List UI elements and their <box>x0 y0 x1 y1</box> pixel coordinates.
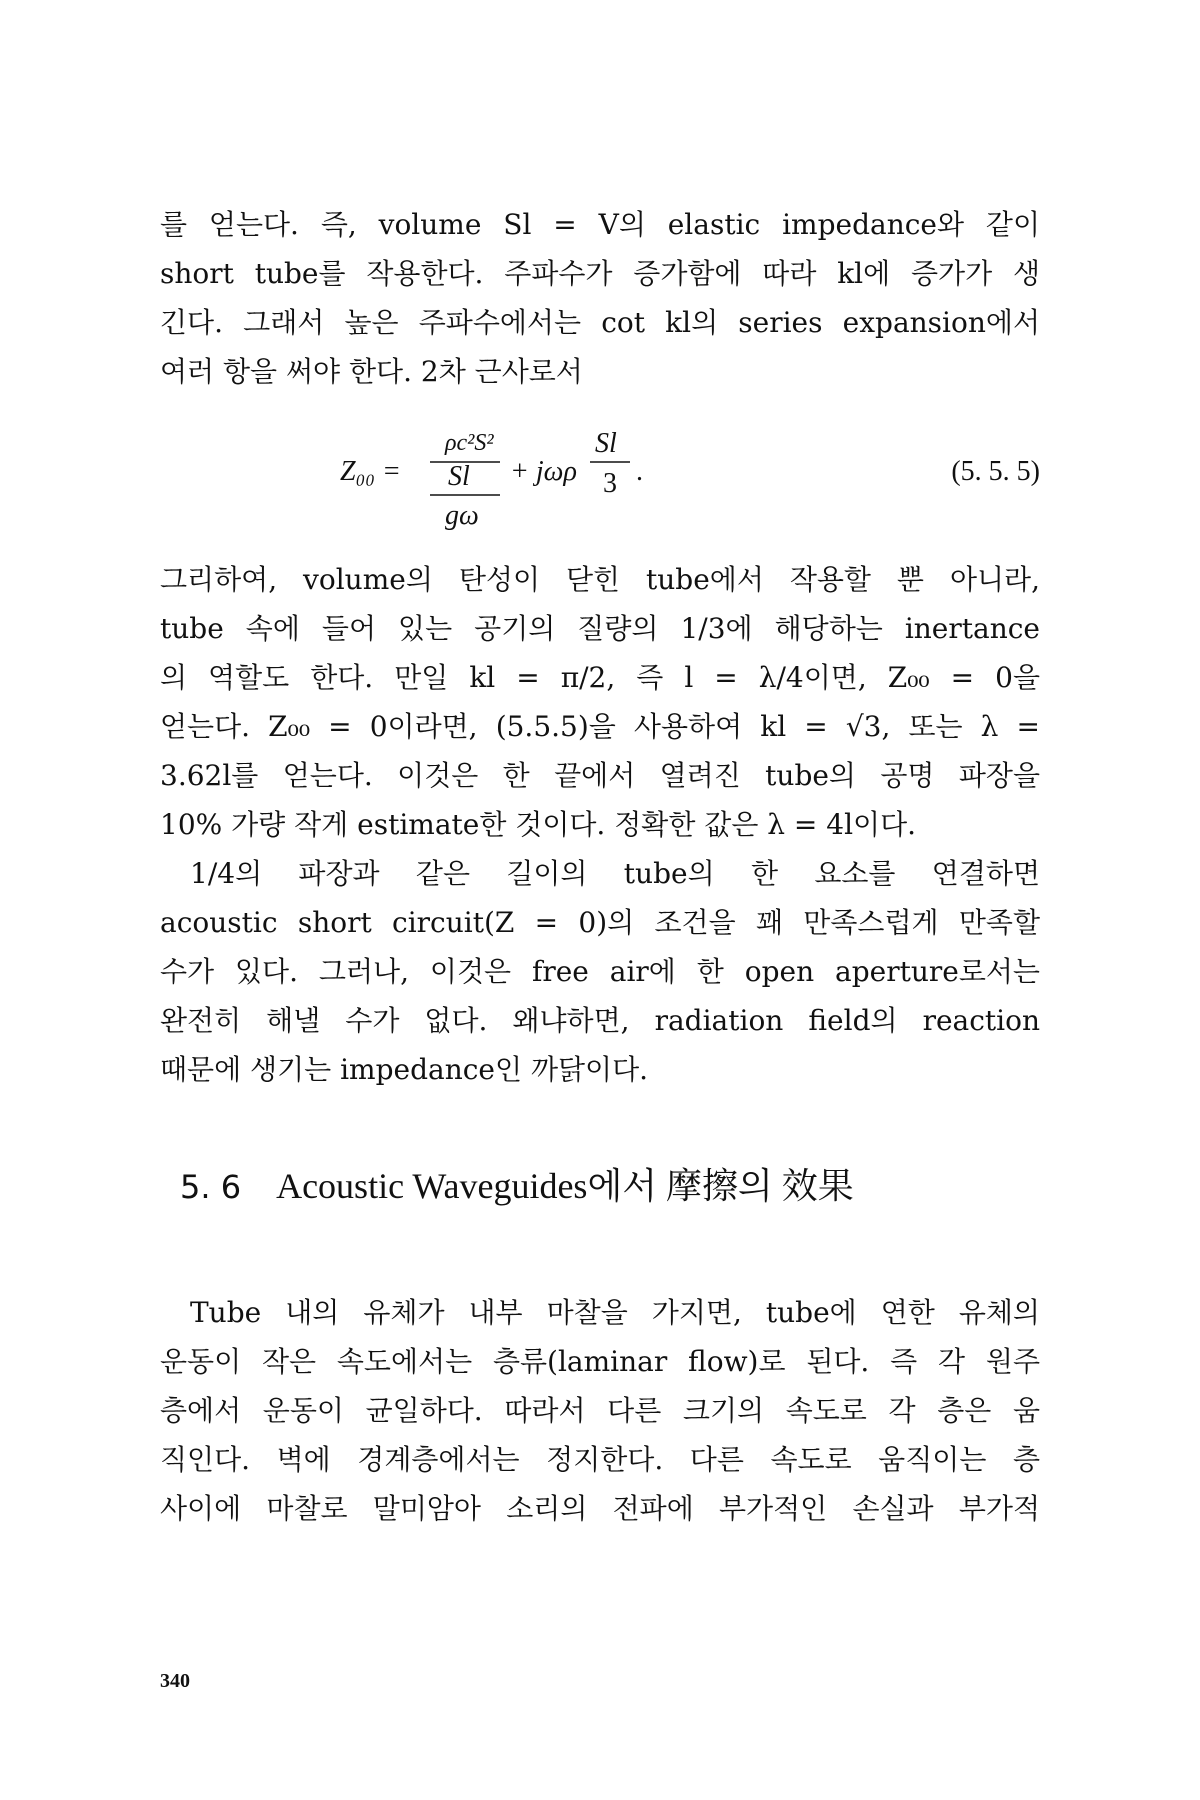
text-line: 때문에 생기는 impedance인 까닭이다. <box>160 1053 649 1086</box>
page-number: 340 <box>160 1670 190 1692</box>
text-line: 의 역할도 한다. 만일 kl = π/2, 즉 l = λ/4이면, Z₀₀ = 0을 <box>160 661 1040 694</box>
equation-graphic <box>160 420 1040 530</box>
text-line: 얻는다. Z₀₀ = 0이라면, (5.5.5)을 사용하여 kl = √3, 또는 λ = <box>160 710 1040 743</box>
text-line: 직인다. 벽에 경계층에서는 정지한다. 다른 속도로 움직이는 층 <box>160 1443 1040 1476</box>
equation-fraction2-numerator: Sl <box>595 428 617 459</box>
equation-fraction2-denominator: 3 <box>603 468 617 499</box>
text-line: 운동이 작은 속도에서는 층류(laminar flow)로 된다. 즉 각 원주 <box>160 1345 1040 1378</box>
section-number: 5. 6 <box>180 1168 242 1206</box>
equation-low-denominator: gω <box>445 500 479 530</box>
text-line: 긴다. 그래서 높은 주파수에서는 cot kl의 series expansion에서 <box>160 306 1040 339</box>
text-line: short tube를 작용한다. 주파수가 증가함에 따라 kl에 증가가 생 <box>160 257 1040 290</box>
paragraph-1 <box>160 200 1040 396</box>
text-line: 그리하여, volume의 탄성이 닫힌 tube에서 작용할 뿐 아니라, <box>160 563 1040 596</box>
text-line: Tube 내의 유체가 내부 마찰을 가지면, tube에 연한 유체의 <box>190 1296 1040 1329</box>
text-line: 여러 항을 써야 한다. 2차 근사로서 <box>160 355 583 388</box>
equation-lhs: Z₀₀ = <box>340 456 401 487</box>
text-line: 층에서 운동이 균일하다. 따라서 다른 크기의 속도로 각 층은 움 <box>160 1394 1040 1427</box>
equation-5-5-5 <box>160 420 1040 530</box>
equation-period: . <box>636 456 643 487</box>
equation-numerator: ρc²S² <box>445 430 494 456</box>
text-line: 사이에 마찰로 말미암아 소리의 전파에 부가적인 손실과 부가적 <box>160 1492 1040 1525</box>
text-line: 10% 가량 작게 estimate한 것이다. 정확한 값은 λ = 4l이다. <box>160 808 917 841</box>
text-line: 3.62l를 얻는다. 이것은 한 끝에서 열려진 tube의 공명 파장을 <box>160 759 1040 792</box>
text-line: tube 속에 들어 있는 공기의 질량의 1/3에 해당하는 inertance <box>160 612 1040 645</box>
section-title: Acoustic Waveguides에서 摩擦의 效果 <box>276 1166 854 1206</box>
equation-mid-denominator: Sl <box>448 461 470 492</box>
text-line: 를 얻는다. 즉, volume Sl = V의 elastic impedance와 같이 <box>160 208 1040 241</box>
text-line: 1/4의 파장과 같은 길이의 tube의 한 요소를 연결하면 <box>190 857 1040 890</box>
equation-plus-term: + jωρ <box>510 456 577 487</box>
equation-number: (5. 5. 5) <box>951 456 1040 487</box>
text-line: acoustic short circuit(Z = 0)의 조건을 꽤 만족스럽게 만족할 <box>160 906 1040 939</box>
section-heading <box>180 1158 854 1209</box>
text-line: 완전히 해낼 수가 없다. 왜냐하면, radiation field의 reaction <box>160 1004 1040 1037</box>
text-line: 수가 있다. 그러나, 이것은 free air에 한 open aperture로서는 <box>160 955 1040 988</box>
paragraph-2 <box>160 555 1040 1094</box>
paragraph-3 <box>160 1288 1040 1533</box>
